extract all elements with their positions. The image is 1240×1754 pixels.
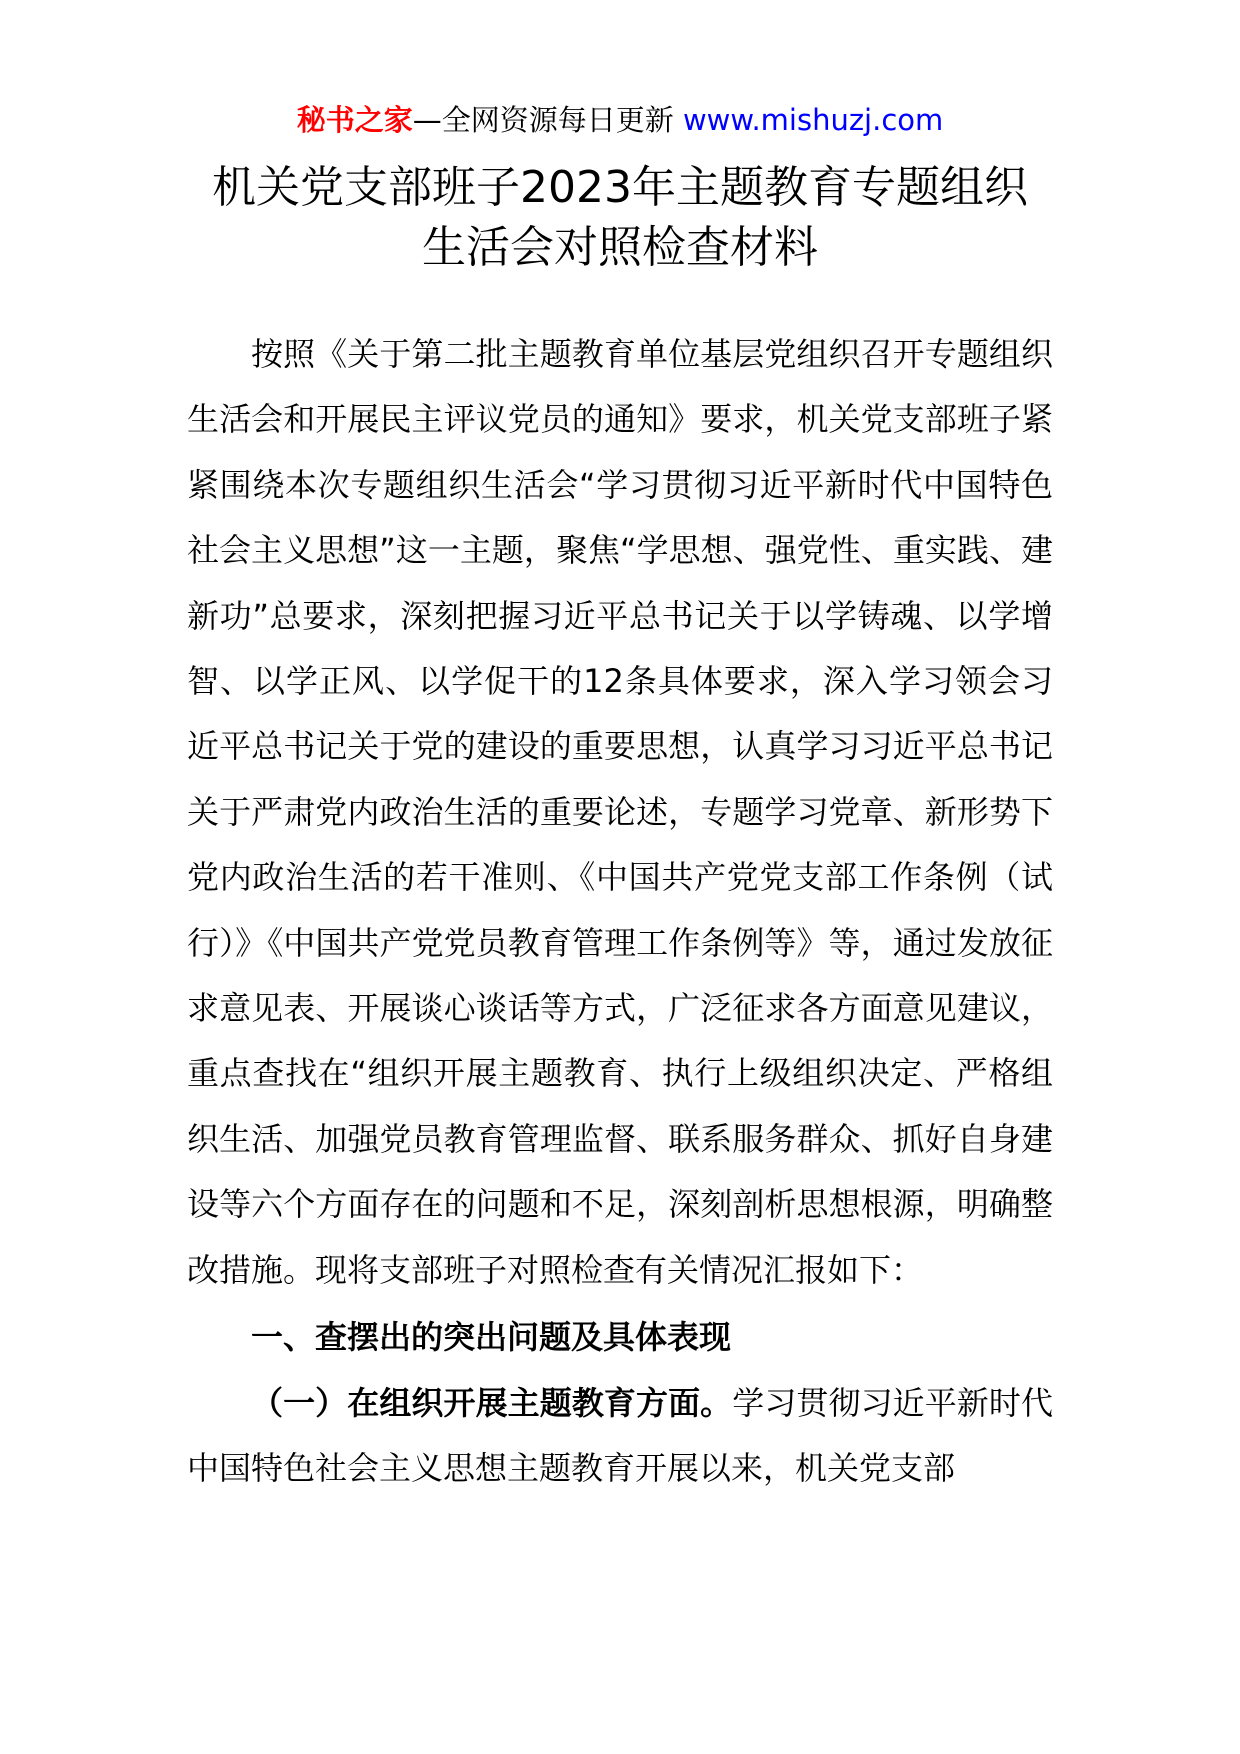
title-line-2: 生活会对照检查材料 [422,222,818,273]
site-header [0,100,1240,140]
section-heading: 一、查摆出的突出问题及具体表现 [251,1318,732,1357]
document-title [60,158,1180,278]
document-body [187,322,1053,1501]
intro-paragraph: 按照《关于第二批主题教育单位基层党组织召开专题组织生活会和开展民主评议党员的通知》要求，机关党支部班子紧紧围绕本次专题组织生活会“学习贯彻习近平新时代中国特色社会主义思想”这一主题，聚焦“学思想、强党性、重实践、建新功”总要求，深刻把握习近平总书记关于以学铸魂、以学增智、以学正风、以学促干的12条具体要求，深入学习领会习近平总书记关于党的建设的重要思想，认真学习习近平总书记关于严肃党内政治生活的重要论述，专题学习党章、新形势下党内政治生活的若干准则、《中国共产党党支部工作条例（试行）》《中国共产党党员教育管理工作条例等》等，通过发放征求意见表、开展谈心谈话等方式，广泛征求各方面意见建议，重点查找在“组织开展主题教育、执行上级组织决定、严格组织生活、加强党员教育管理监督、联系服务群众、抓好自身建设等六个方面存在的问题和不足，深刻剖析思想根源，明确整改措施。现将支部班子对照检查有关情况汇报如下： [187,335,1053,1289]
subsection-paragraph [187,1371,1053,1502]
brand-name: 秘书之家 [296,103,413,137]
brand-slogan: —全网资源每日更新 [412,103,674,137]
title-line-1: 机关党支部班子2023年主题教育专题组织 [212,162,1028,213]
site-url-link[interactable]: www.mishuzj.com [682,103,944,137]
subsection-title: （一）在组织开展主题教育方面。 [251,1383,733,1422]
subsection-text: 学习贯彻习近平新时代中国特色社会主义思想主题教育开展以来，机关党支部 [187,1383,1053,1487]
